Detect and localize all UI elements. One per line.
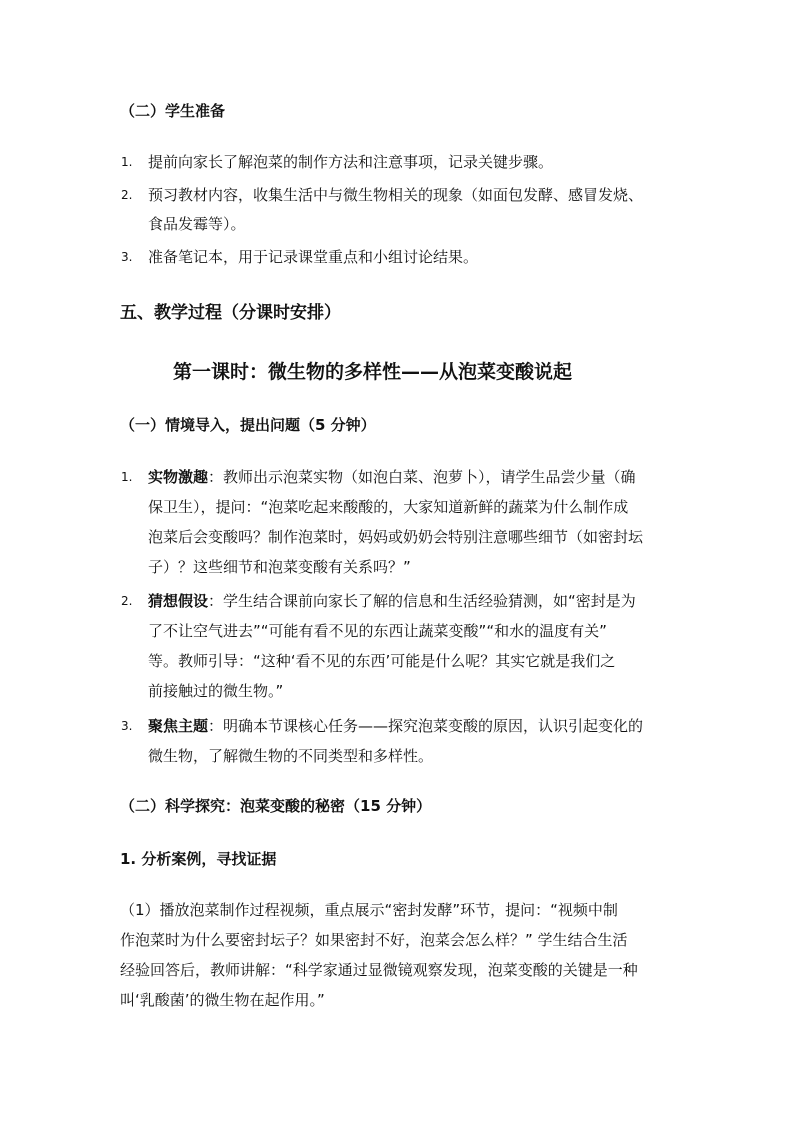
student-prep-heading: （二）学生准备	[120, 102, 226, 120]
list-item-term: 猜想假设	[148, 592, 209, 610]
list-item-text: 了不让空气进去”“可能有看不见的东西让蔬菜变酸”“和水的温度有关”	[148, 622, 607, 640]
lesson-title: 第一课时：微生物的多样性——从泡菜变酸说起	[173, 361, 573, 383]
section-heading: 五、教学过程（分课时安排）	[120, 303, 341, 323]
paragraph-line: 叫‘乳酸菌’的微生物在起作用。”	[120, 991, 325, 1009]
list-item-text: 泡菜后会变酸吗？制作泡菜时，妈妈或奶奶会特别注意哪些细节（如密封坛	[148, 528, 644, 546]
list-item-text: 食品发霉等）。	[148, 215, 246, 233]
inquiry-sub-heading: 1. 分析案例，寻找证据	[120, 850, 277, 868]
list-item-text: 保卫生），提问：“泡菜吃起来酸酸的，大家知道新鲜的蔬菜为什么制作成	[148, 498, 629, 516]
list-item-term: 实物激趣	[148, 468, 209, 486]
list-number: 1.	[121, 155, 133, 169]
paragraph-line: 经验回答后，教师讲解：“科学家通过显微镜观察发现，泡菜变酸的关键是一种	[120, 961, 638, 979]
list-item-text: 提前向家长了解泡菜的制作方法和注意事项，记录关键步骤。	[148, 153, 554, 171]
list-item-text: 等。教师引导：“这种‘看不见的东西’可能是什么呢？其实它就是我们之	[148, 652, 616, 670]
list-number: 1.	[121, 470, 133, 484]
list-number: 2.	[121, 594, 133, 608]
paragraph-line: （1）播放泡菜制作过程视频，重点展示“密封发酵”环节，提问：“视频中制	[120, 901, 618, 919]
intro-heading: （一）情境导入，提出问题（5 分钟）	[120, 416, 376, 434]
list-item-text: 子）？这些细节和泡菜变酸有关系吗？”	[148, 558, 411, 576]
list-item-text: 预习教材内容，收集生活中与微生物相关的现象（如面包发酵、感冒发烧、	[148, 186, 644, 204]
list-number: 2.	[121, 188, 133, 202]
list-item-text: 前接触过的微生物。”	[148, 682, 284, 700]
inquiry-heading: （二）科学探究：泡菜变酸的秘密（15 分钟）	[120, 797, 432, 815]
list-item-text: 微生物，了解微生物的不同类型和多样性。	[148, 747, 434, 765]
paragraph-line: 作泡菜时为什么要密封坛子？如果密封不好，泡菜会怎么样？” 学生结合生活	[120, 931, 628, 949]
list-item-text: 实物激趣：教师出示泡菜实物（如泡白菜、泡萝卜），请学生品尝少量（确	[148, 468, 636, 486]
list-item-text: 聚焦主题：明确本节课核心任务——探究泡菜变酸的原因，认识引起变化的	[148, 717, 644, 735]
list-item-text: 准备笔记本，用于记录课堂重点和小组讨论结果。	[148, 248, 479, 266]
list-number: 3.	[121, 250, 133, 264]
list-number: 3.	[121, 719, 133, 733]
list-item-term: 聚焦主题	[148, 717, 209, 735]
list-item-text: 猜想假设：学生结合课前向家长了解的信息和生活经验猜测，如“密封是为	[148, 592, 636, 610]
